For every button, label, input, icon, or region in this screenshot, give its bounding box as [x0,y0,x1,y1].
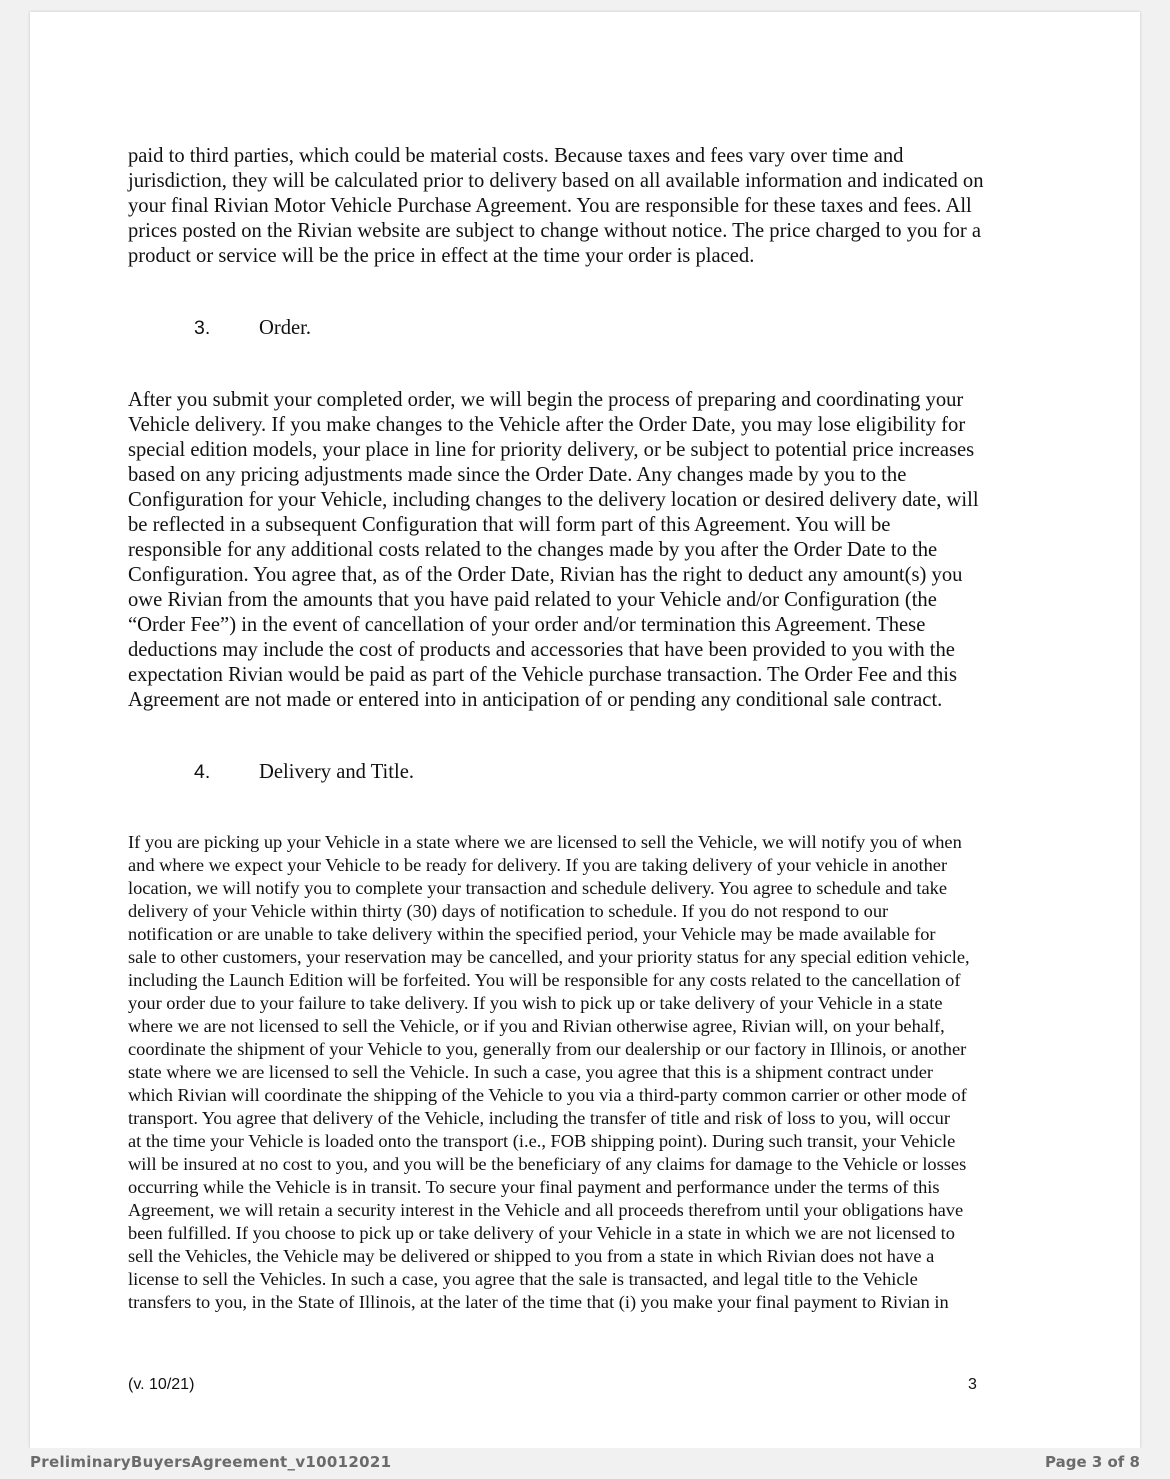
section-3-title: Order. [259,317,312,339]
section-4-body: If you are picking up your Vehicle in a state where we are licensed to sell the Vehicle, we will notify you of when and where we expect your Vehicle to be ready for delivery. If you are taking delivery of your vehicle in another location, we will notify you to complete your transaction and schedule delivery. You agree to schedule and take delivery of your Vehicle within thirty (30) days of notification to schedule. If you do not respond to our notification or are unable to take delivery within the specified period, your Vehicle may be made available for sale to other customers, your reservation may be cancelled, and your priority status for any special edition vehicle, including the Launch Edition will be forfeited. You will be responsible for any costs related to the cancellation of your order due to your failure to take delivery. If you wish to pick up or take delivery of your Vehicle in a state where we are not licensed to sell the Vehicle, or if you and Rivian otherwise agree, Rivian will, on your behalf, coordinate the shipment of your Vehicle to you, generally from our dealership or our factory in Illinois, or another state where we are licensed to sell the Vehicle. In such a case, you agree that this is a shipment contract under which Rivian will coordinate the shipping of the Vehicle to you via a third-party common carrier or other mode of transport. You agree that delivery of the Vehicle, including the transfer of title and risk of loss to you, will occur at the time your Vehicle is loaded onto the transport (i.e., FOB shipping point). During such transit, your Vehicle will be insured at no cost to you, and you will be the beneficiary of any claims for damage to the Vehicle or losses occurring while the Vehicle is in transit. To secure your final payment and performance under the terms of this Agreement, we will retain a security interest in the Vehicle and all proceeds therefrom until your obligations have been fulfilled. If you choose to pick up or take delivery of your Vehicle in a state in which we are not licensed to sell the Vehicles, the Vehicle may be delivered or shipped to you from a state in which Rivian does not have a license to sell the Vehicles. In such a case, you agree that the sale is transacted, and legal title to the Vehicle transfers to you, in the State of Illinois, at the later of the time that (i) you make your final payment to Rivian in [128,832,970,1312]
section-4-heading [128,760,1048,785]
page-content [128,144,1048,1314]
section-3-number: 3. [194,317,211,339]
section-4-number: 4. [194,761,211,783]
footer-page-number: 3 [968,1376,977,1393]
section-3-body: After you submit your completed order, we will begin the process of preparing and coordinating your Vehicle delivery. If you make changes to the Vehicle after the Order Date, you may lose eligibility for special edition models, your place in line for priority delivery, or be subject to potential price increases based on any pricing adjustments made since the Order Date. Any changes made by you to the Configuration for your Vehicle, including changes to the delivery location or desired delivery date, will be reflected in a subsequent Configuration that will form part of this Agreement. You will be responsible for any additional costs related to the changes made by you after the Order Date to the Configuration. You agree that, as of the Order Date, Rivian has the right to deduct any amount(s) you owe Rivian from the amounts that you have paid related to your Vehicle and/or Configuration (the “Order Fee”) in the event of cancellation of your order and/or termination this Agreement. These deductions may include the cost of products and accessories that have been provided to you with the expectation Rivian would be paid as part of the Vehicle purchase transaction. The Order Fee and this Agreement are not made or entered into in anticipation of or pending any conditional sale contract. [128,389,979,711]
document-name: PreliminaryBuyersAgreement_v10012021 [30,1453,392,1471]
section-3-heading [128,316,1048,341]
intro-paragraph: paid to third parties, which could be material costs. Because taxes and fees vary over time and jurisdiction, they will be calculated prior to delivery based on all available information and indicated on your final Rivian Motor Vehicle Purchase Agreement. You are responsible for these taxes and fees. All prices posted on the Rivian website are subject to change without notice. The price charged to you for a product or service will be the price in effect at the time your order is placed. [128,145,984,267]
section-4-title: Delivery and Title. [259,761,415,783]
footer-version: (v. 10/21) [128,1376,195,1393]
page-indicator: Page 3 of 8 [1045,1453,1140,1471]
viewer-status-bar [0,1448,1170,1479]
document-page [30,12,1140,1448]
